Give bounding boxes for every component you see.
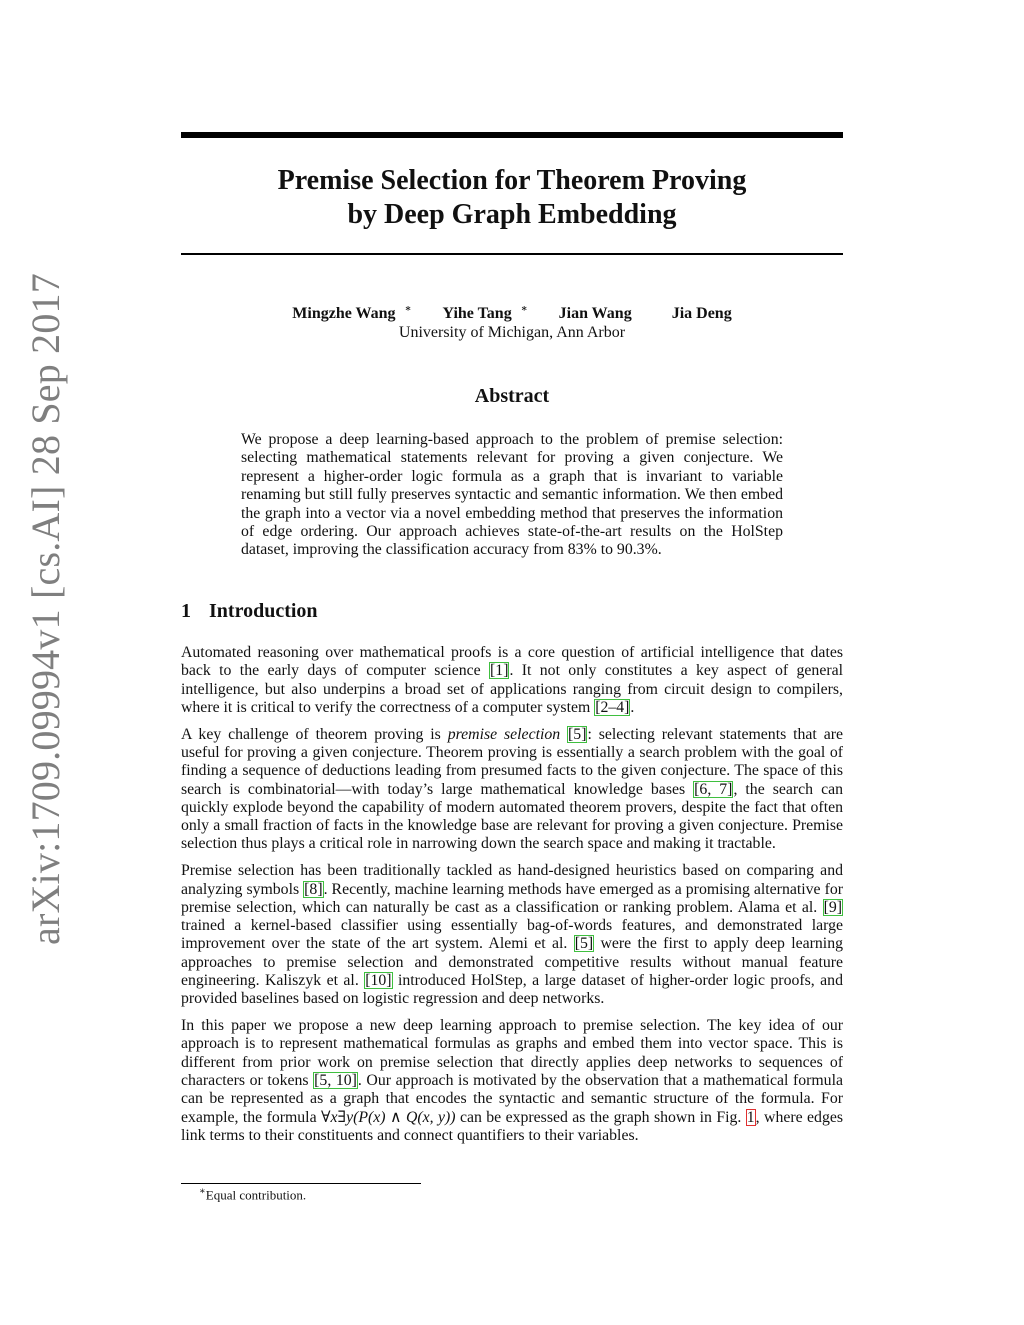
paragraph: Automated reasoning over mathematical proofs is a core question of artificial intelligence that dates back to the early days of computer science [1]. It not only constitutes a key aspect of general intelligence, but also underpins a broad set of applications ranging from circuit design to compilers, where it is critical to verify the correctness of a computer system [2–4].: [181, 644, 843, 716]
section-heading: [181, 600, 318, 623]
section-number: 1: [181, 600, 191, 622]
citation-link[interactable]: [5]: [568, 725, 587, 743]
paragraph: A key challenge of theorem proving is premise selection [5]: selecting relevant statements that are useful for proving a given conjecture. Theorem proving is essentially a search problem with the goal of finding a sequence of deductions leading from presumed facts to the given conjecture. The space of this search is combinatorial—with today’s large mathematical knowledge bases [6, 7], the search can quickly explode beyond the capability of modern automated theorem provers, despite the fact that often only a small fraction of facts in the knowledge base are relevant for proving a given conjecture. Premise selection thus plays a critical role in narrowing down the search space and making it tractable.: [181, 725, 844, 853]
author: Yihe Tang ∗: [442, 304, 528, 323]
citation-link[interactable]: [2–4]: [595, 698, 630, 716]
formula: ∀x∃y(P(x) ∧ Q(x, y)): [321, 1108, 456, 1126]
abstract-heading: Abstract: [474, 385, 550, 407]
author: Jian Wang: [558, 305, 632, 323]
author: Jia Deng: [671, 305, 732, 323]
introduction-body: [181, 644, 843, 1154]
figure-reference-link[interactable]: 1: [746, 1108, 755, 1126]
paragraph: In this paper we propose a new deep learning approach to premise selection. The key idea of our approach is to represent mathematical formulas as graphs and embed them into vector space. This is different from prior work on premise selection that directly applies deep networks to sequences of characters or tokens [5, 10]. Our approach is motivated by the observation that a mathematical formula can be represented as a graph that encodes the syntactic and semantic structure of the formula. For example, the formula ∀x∃y(P(x) ∧ Q(x, y)) can be expressed as the graph shown in Fig. 1, where edges link terms to their constituents and connect quantifiers to their variables.: [181, 1017, 844, 1144]
author-block: [181, 300, 843, 342]
title-line-2: by Deep Graph Embedding: [347, 199, 677, 230]
emphasis-term: premise selection: [447, 725, 561, 743]
footnote-mark: ∗: [199, 1186, 206, 1197]
footnote-rule: [181, 1183, 421, 1184]
citation-link[interactable]: [6, 7]: [694, 780, 733, 798]
arxiv-identifier: arXiv:1709.09994v1 [cs.AI] 28 Sep 2017: [23, 273, 68, 945]
author: Mingzhe Wang ∗: [292, 304, 412, 323]
citation-link[interactable]: [9]: [823, 898, 842, 916]
abstract-text: We propose a deep learning-based approach to the problem of premise selection: selecting mathematical statements relevant for proving a given conjecture. We represent a higher-order logic formula as a graph that is invariant to variable renaming but still fully preserves syntactic and semantic information. We then embed the graph into a vector via a novel embedding method that preserves the information of edge ordering. Our approach achieves state-of-the-art results on the HolStep dataset, improving the classification accuracy from 83% to 90.3%.: [241, 431, 783, 559]
footnote-text: Equal contribution.: [205, 1187, 307, 1203]
paragraph: Premise selection has been traditionally tackled as hand-designed heuristics based on comparing and analyzing symbols [8]. Recently, machine learning methods have emerged as a promising alternative for premise selection, which can naturally be cast as a classification or ranking problem. Alama et al. [9] trained a kernel-based classifier using essentially bag-of-words features, and demonstrated large improvement over the state of the art system. Alemi et al. [5] were the first to apply deep learning approaches to premise selection and demonstrated competitive results without manual feature engineering. Kaliszyk et al. [10] introduced HolStep, a large dataset of higher-order logic proofs, and provided baselines based on logistic regression and deep networks.: [181, 862, 843, 1008]
paper-title: [181, 164, 843, 232]
title-rule-bottom: [181, 253, 843, 255]
footnote: [199, 1186, 306, 1203]
title-rule-top: [181, 132, 843, 138]
citation-link[interactable]: [10]: [365, 972, 392, 990]
citation-link[interactable]: [8]: [304, 880, 323, 898]
citation-link[interactable]: [5]: [574, 935, 594, 953]
author-list: [274, 305, 749, 322]
citation-link[interactable]: [5, 10]: [314, 1072, 357, 1090]
affiliation: University of Michigan, Ann Arbor: [398, 324, 626, 342]
section-title: Introduction: [209, 600, 318, 622]
title-line-1: Premise Selection for Theorem Proving: [277, 165, 747, 196]
citation-link[interactable]: [1]: [490, 662, 509, 680]
